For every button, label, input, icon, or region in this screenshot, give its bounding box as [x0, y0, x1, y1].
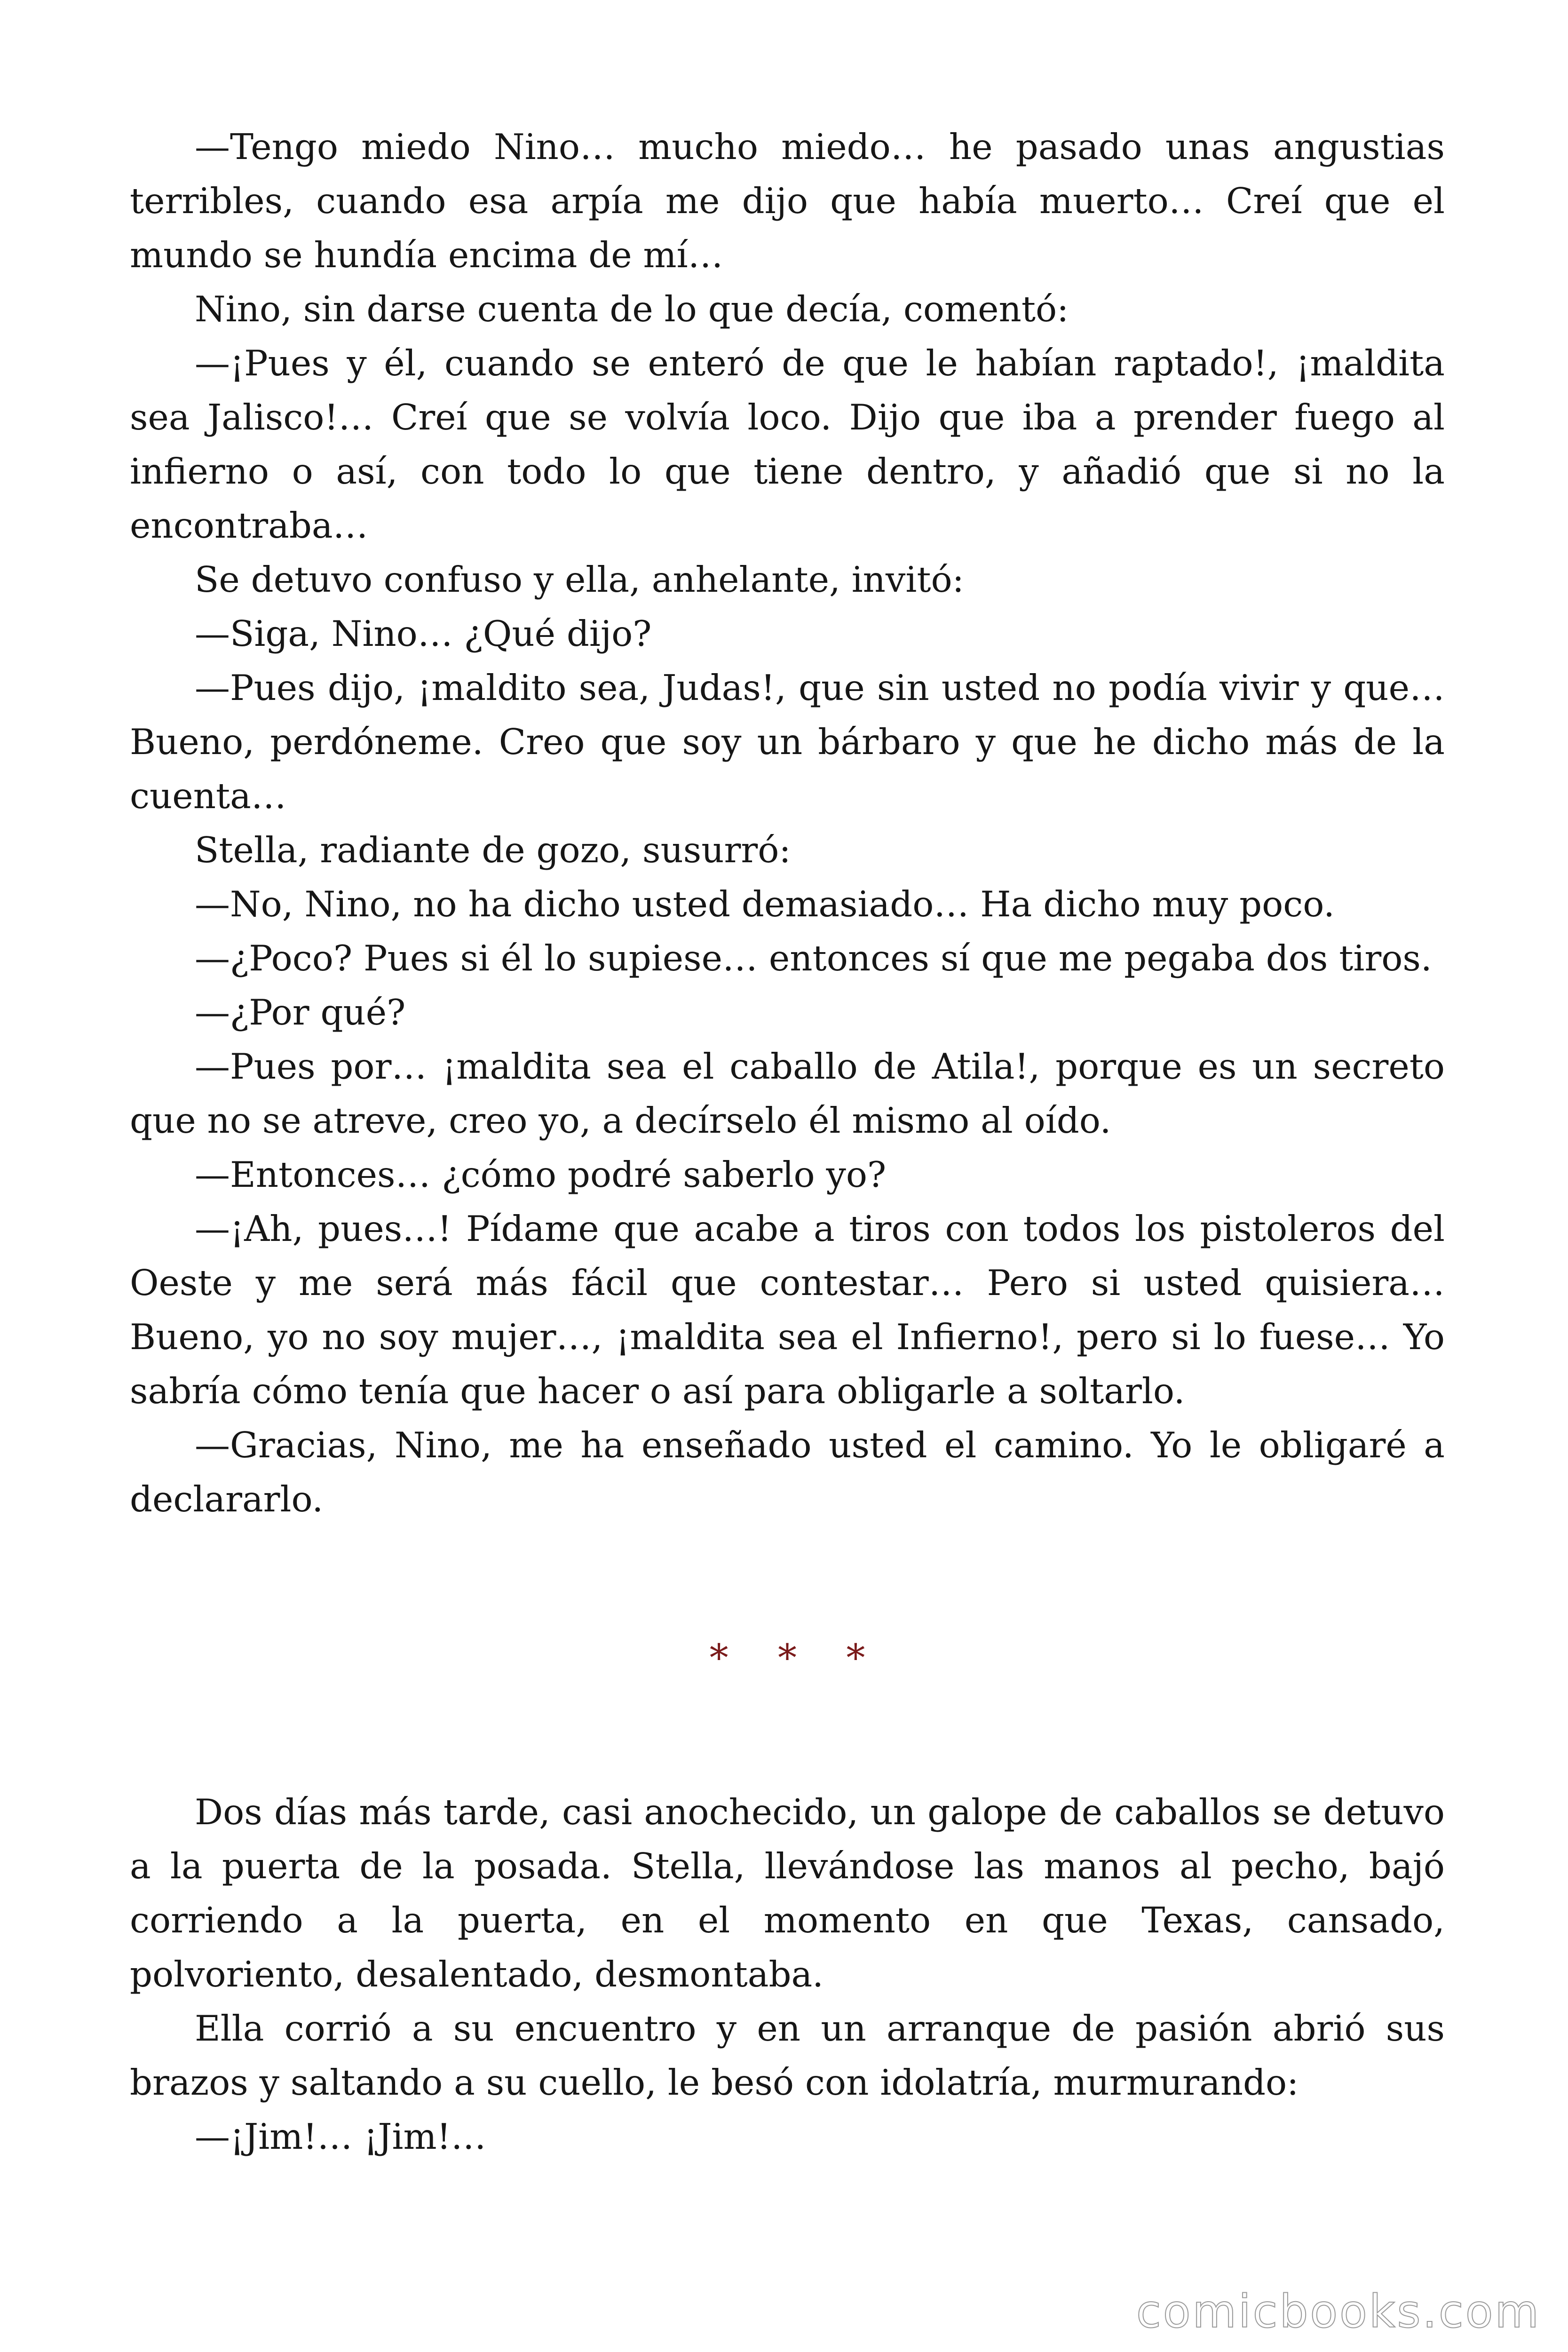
paragraph: —No, Nino, no ha dicho usted demasiado… Ha dicho muy poco. — [195, 883, 1335, 925]
paragraph: —Siga, Nino… ¿Qué dijo? — [195, 613, 652, 654]
paragraph: Nino, sin darse cuenta de lo que decía, comentó: — [195, 288, 1069, 330]
paragraph: —¡Jim!… ¡Jim!… — [195, 2116, 486, 2157]
paragraph: —¿Poco? Pues si él lo supiese… entonces sí que me pegaba dos tiros. — [195, 938, 1432, 979]
paragraph: Stella, radiante de gozo, susurró: — [195, 829, 791, 871]
watermark: comicbooks.com — [1136, 2285, 1541, 2338]
paragraph: Dos días más tarde, casi anochecido, un galope de caballos se detuvo a la puerta de la posada. Stella, llevándose las manos al pecho, bajó corriendo a la puerta, en el momento en que Texas, cansado, polvoriento, desalentado, desmontaba. — [130, 1791, 1445, 1995]
text-block-after — [130, 1785, 1445, 2164]
book-page — [130, 120, 1445, 2164]
paragraph: —¡Ah, pues…! Pídame que acabe a tiros con todos los pistoleros del Oeste y me será más fácil que contestar… Pero si usted quisiera… Bueno, yo no soy mujer…, ¡maldita sea el Infierno!, pero si lo fuese… Yo sabría cómo tenía que hacer o así para obligarle a soltarlo. — [130, 1208, 1445, 1412]
paragraph: Se detuvo confuso y ella, anhelante, invitó: — [195, 559, 964, 600]
paragraph: —Entonces… ¿cómo podré saberlo yo? — [195, 1154, 887, 1195]
paragraph: —Pues dijo, ¡maldito sea, Judas!, que sin usted no podía vivir y que… Bueno, perdóneme. Creo que soy un bárbaro y que he dicho más de la cuenta… — [130, 667, 1445, 817]
paragraph: —Pues por… ¡maldita sea el caballo de Atila!, porque es un secreto que no se atreve, creo yo, a decírselo él mismo al oído. — [130, 1046, 1445, 1141]
paragraph: —Gracias, Nino, me ha enseñado usted el camino. Yo le obligaré a declararlo. — [130, 1424, 1445, 1520]
paragraph: —Tengo miedo Nino… mucho miedo… he pasado unas angustias terribles, cuando esa arpía me dijo que había muerto… Creí que el mundo se hundía encima de mí… — [130, 126, 1445, 276]
paragraph: —¡Pues y él, cuando se enteró de que le habían raptado!, ¡maldita sea Jalisco!… Creí que se volvía loco. Dijo que iba a prender fuego al infierno o así, con todo lo que tiene dentro, y añadió que si no la encontraba… — [130, 342, 1445, 546]
text-block-before — [130, 120, 1445, 1526]
paragraph: Ella corrió a su encuentro y en un arranque de pasión abrió sus brazos y saltando a su cuello, le besó con idolatría, murmurando: — [130, 2008, 1445, 2103]
section-divider: * * * — [709, 1636, 884, 1680]
paragraph: —¿Por qué? — [195, 992, 406, 1033]
